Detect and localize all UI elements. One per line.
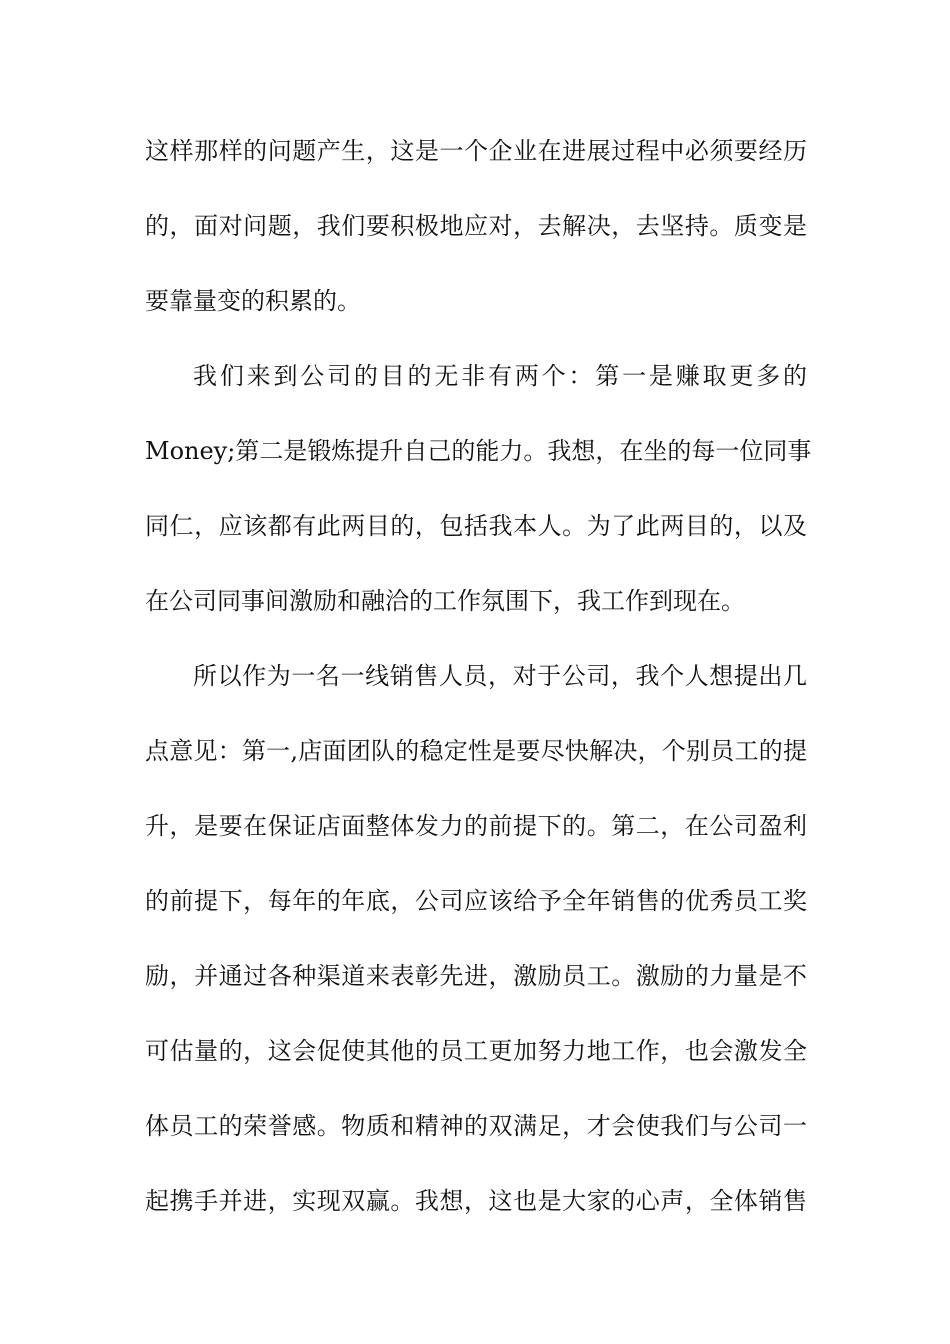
text-line: 可估量的，这会促使其他的员工更加努力地工作，也会激发全 [145,1037,807,1065]
text-line: 点意见：第一,店面团队的稳定性是要尽快解决，个别员工的提 [145,737,807,765]
text-line: 励，并通过各种渠道来表彰先进，激励员工。激励的力量是不 [145,962,807,990]
text-line: 这样那样的问题产生，这是一个企业在进展过程中必须要经历 [145,137,807,165]
text-line: 升，是要在保证店面整体发力的前提下的。第二，在公司盈利 [145,812,807,840]
paragraph-start-line: 所以作为一名一线销售人员，对于公司，我个人想提出几 [193,662,807,690]
paragraph-start-line: 我们来到公司的目的无非有两个：第一是赚取更多的 [193,362,807,390]
text-line: 起携手并进，实现双赢。我想，这也是大家的心声，全体销售 [145,1187,807,1215]
text-line: 的，面对问题，我们要积极地应对，去解决，去坚持。质变是 [145,212,807,240]
text-line: 在公司同事间激励和融洽的工作氛围下，我工作到现在。 [145,587,745,615]
text-line: Money;第二是锻炼提升自己的能力。我想，在坐的每一位同事 [145,437,812,465]
text-line: 的前提下，每年的年底，公司应该给予全年销售的优秀员工奖 [145,887,807,915]
text-line: 体员工的荣誉感。物质和精神的双满足，才会使我们与公司一 [145,1112,807,1140]
text-line: 要靠量变的积累的。 [145,287,361,315]
text-line: 同仁，应该都有此两目的，包括我本人。为了此两目的，以及 [145,512,807,540]
